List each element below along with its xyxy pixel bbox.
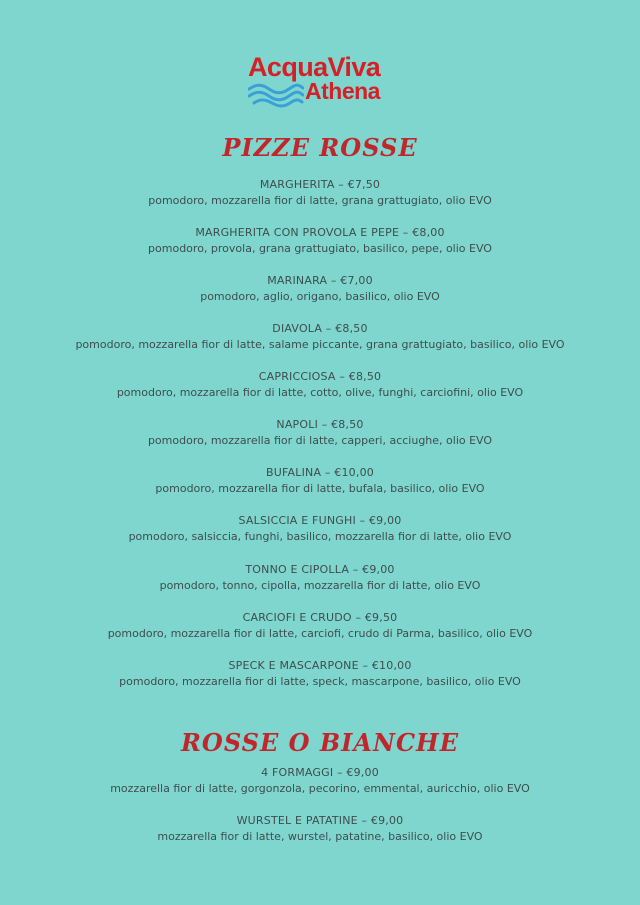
menu-item (0, 273, 640, 305)
section-title-rosse-o-bianche: ROSSE O BIANCHE (180, 728, 460, 757)
logo-name-line2: Athena (305, 78, 380, 104)
item-description: mozzarella fior di latte, wurstel, patatine, basilico, olio EVO (157, 830, 483, 843)
item-name: CAPRICCIOSA – €8,50 (258, 370, 382, 383)
item-description: pomodoro, aglio, origano, basilico, olio EVO (200, 290, 440, 303)
item-name: DIAVOLA – €8,50 (272, 322, 368, 335)
item-name: SPECK E MASCARPONE – €10,00 (228, 659, 412, 672)
item-name: BUFALINA – €10,00 (266, 466, 374, 479)
item-description: pomodoro, mozzarella fior di latte, carciofi, crudo di Parma, basilico, olio EVO (107, 627, 533, 640)
item-description: pomodoro, mozzarella fior di latte, bufala, basilico, olio EVO (155, 482, 485, 495)
menu-item (0, 765, 640, 797)
menu-item (0, 321, 640, 353)
logo-name-line1: AcquaViva (248, 52, 381, 82)
item-description: mozzarella fior di latte, gorgonzola, pecorino, emmental, auricchio, olio EVO (110, 782, 530, 795)
menu-item (0, 813, 640, 845)
item-name: TONNO E CIPOLLA – €9,00 (245, 563, 395, 576)
waves-icon (248, 82, 304, 108)
section-title-pizze-rosse: PIZZE ROSSE (222, 133, 418, 162)
item-name: MARGHERITA – €7,50 (259, 178, 381, 191)
menu-item (0, 417, 640, 449)
item-name: 4 FORMAGGI – €9,00 (261, 766, 379, 779)
item-name: WURSTEL E PATATINE – €9,00 (236, 814, 404, 827)
item-description: pomodoro, provola, grana grattugiato, basilico, pepe, olio EVO (148, 242, 492, 255)
item-description: pomodoro, mozzarella fior di latte, speck, mascarpone, basilico, olio EVO (119, 675, 521, 688)
item-description: pomodoro, mozzarella fior di latte, salame piccante, grana grattugiato, basilico, olio EVO (75, 338, 565, 351)
item-description: pomodoro, mozzarella fior di latte, cotto, olive, funghi, carciofini, olio EVO (116, 386, 524, 399)
item-description: pomodoro, tonno, cipolla, mozzarella fior di latte, olio EVO (159, 579, 481, 592)
menu-item (0, 513, 640, 545)
menu-item (0, 225, 640, 257)
menu-item (0, 465, 640, 497)
item-name: CARCIOFI E CRUDO – €9,50 (242, 611, 398, 624)
item-description: pomodoro, mozzarella fior di latte, capperi, acciughe, olio EVO (147, 434, 493, 447)
menu-item (0, 562, 640, 594)
item-name: SALSICCIA E FUNGHI – €9,00 (238, 514, 402, 527)
item-description: pomodoro, salsiccia, funghi, basilico, mozzarella fior di latte, olio EVO (128, 530, 512, 543)
menu-item (0, 369, 640, 401)
item-name: NAPOLI – €8,50 (276, 418, 364, 431)
logo (0, 52, 640, 108)
item-name: MARGHERITA CON PROVOLA E PEPE – €8,00 (195, 226, 445, 239)
menu-item (0, 658, 640, 690)
item-description: pomodoro, mozzarella fior di latte, grana grattugiato, olio EVO (148, 194, 492, 207)
item-name: MARINARA – €7,00 (267, 274, 373, 287)
menu-item (0, 177, 640, 209)
menu-item (0, 610, 640, 642)
